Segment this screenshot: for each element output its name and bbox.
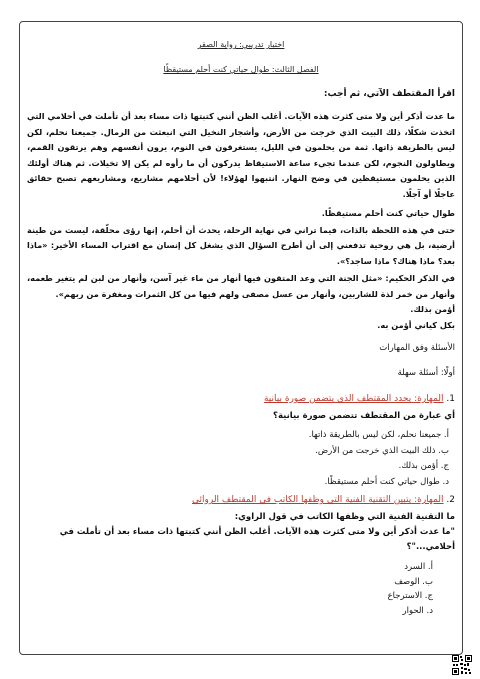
worksheet-content xyxy=(27,40,455,618)
option-c: ج. أؤمن بذلك. xyxy=(398,461,449,471)
passage-paragraph-5: أؤمن بذلك. xyxy=(410,304,455,314)
instruction: اقرأ المقتطف الآتي، ثم أجب: xyxy=(323,89,455,99)
question-1-text: أي عبارة من المقتطف تتضمن صورة بيانية؟ xyxy=(273,411,455,421)
option-a: أ. جميعنا نحلم، لكن ليس بالطريقة ذاتها. xyxy=(308,430,449,440)
questions-section-title: الأسئلة وفق المهارات xyxy=(379,343,455,353)
question-2-number: 2. xyxy=(446,495,455,505)
option-d: د. الحوار xyxy=(402,605,433,616)
chapter-title: الفصل الثالث: طوال حياتي كنت أحلم مستيقظًا xyxy=(163,65,319,74)
question-2-quote: "ما عدت أذكر أين ولا متى كثرت هذه الآيات. أغلب الظن أنني كتبتها ذات مساء بعد أن تأملت في أحلامي..."؟ xyxy=(59,527,455,552)
option-d: د. طوال حياتي كنت أحلم مستيقظًا. xyxy=(324,476,449,487)
easy-questions-title: أولًا: أسئلة سهلة xyxy=(397,368,455,378)
qr-code-icon xyxy=(452,655,472,675)
passage-paragraph-3: حتى في هذه اللحظة بالذات، فيما تراني في نهاية الرحلة، يحدث أن أحلم، إنها رؤى محلّقة، ليست من طينة أرضية، بل هي روحية تدفعني إلى أن أطرح السؤال الذي يشغل كل إنسان مع اقتراب المساء الأخير: «ماذا بعد؟ ماذا هناك؟ ماذا ساجد؟». xyxy=(27,224,455,266)
question-2-skill-text: يتبين التقنية الفنية التي وظفها الكاتب في المقتطف الروائي xyxy=(192,495,412,505)
exam-title: اختبار تدريبي: رواية الصقر xyxy=(197,40,285,49)
option-b: ب. الوصف xyxy=(394,576,433,587)
question-2-options xyxy=(27,560,455,618)
question-1-skill xyxy=(27,392,455,407)
passage-paragraph-1: ما عدت أذكر أين ولا متى كثرت هذه الآيات. أغلب الظن أنني كتبتها ذات مساء بعد أن تأملت في أحلامي التي اتخذت شكلًا، ذلك البيت الذي خرجت من الأرض، وأشجار النخيل التي انبعثت من الرمال. جميعنا نحلم، لكن ليس بالطريقة ذاتها. ثمة من يحلمون في الليل، يستغرقون في النوم، يرون أنفسهم وهم يرتقون القمم، ويطاولون النجوم، لكن عندما تجيء ساعة الاستيقاظ يدركون أن ما رأوه لم يكن إلا تخيلات. ثم هناك أولئك الذين يحلمون مستيقظين في وضح النهار. انتبهوا لهؤلاء! لأن أحلامهم مشاريع، ومشاريعهم تصبح حقائق عاجلًا أو آجلًا. xyxy=(27,111,455,199)
option-a: أ. السرد xyxy=(404,562,433,572)
question-1-options xyxy=(27,428,455,490)
skill-label: المهارة: xyxy=(414,495,444,505)
question-1-skill-text: يحدد المقتطف الذي يتضمن صورة بيانية xyxy=(263,394,412,404)
question-2-text: ما التقنية الفنية التي وظفها الكاتب في قول الراوي: xyxy=(234,512,455,522)
passage-paragraph-2: طوال حياتي كنت أحلم مستيقظًا. xyxy=(321,208,455,218)
passage-paragraph-6: بكل كياني أؤمن به. xyxy=(377,319,455,330)
skill-label: المهارة: xyxy=(414,394,444,404)
question-1-number: 1. xyxy=(446,394,455,404)
option-c: ج. الاسترجاع xyxy=(387,591,433,601)
option-b: ب. ذلك البيت الذي خرجت من الأرض. xyxy=(315,445,449,456)
passage-paragraph-4: في الذكر الحكيم: «مثل الجنة التي وعد المتقون فيها أنهار من ماء غير آسن، وأنهار من لبن لم يتغير طعمه، وأنهار من خمر لذة للشاربين، وأنهار من عسل مصفى ولهم فيها من كل الثمرات ومغفرة من ربهم». xyxy=(27,273,455,299)
question-2-skill xyxy=(27,493,455,508)
